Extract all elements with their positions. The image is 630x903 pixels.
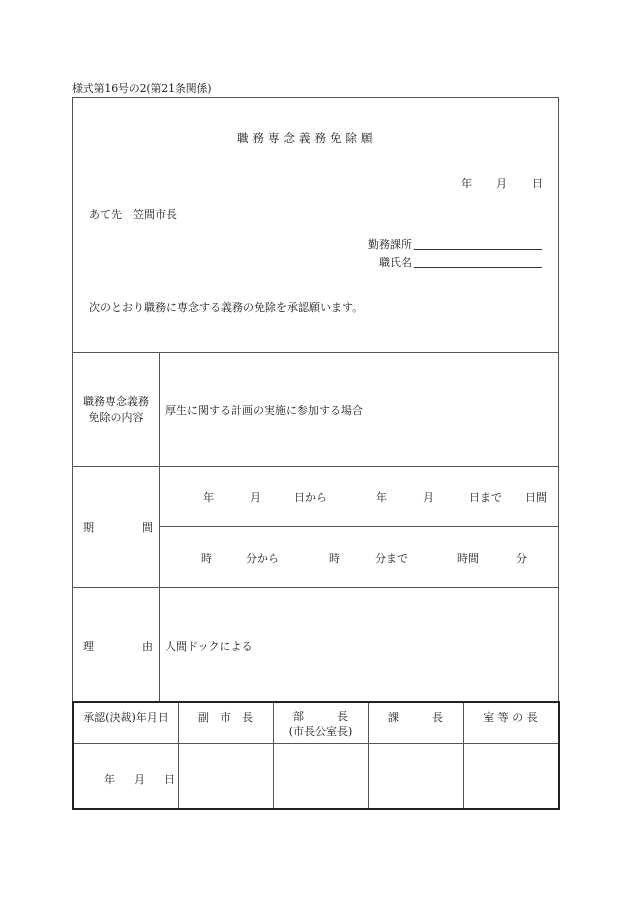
approval-month-label: 月: [134, 773, 145, 786]
period-label-b: 間: [142, 521, 153, 534]
period-end-day: 日まで: [469, 491, 502, 504]
approval-year-label: 年: [104, 773, 115, 786]
approval-date-header: 承認(決裁)年月日: [83, 711, 169, 724]
period-label-a: 期: [83, 521, 94, 534]
period-end-minute: 分まで: [375, 552, 408, 565]
period-start-year: 年: [203, 491, 214, 504]
divider: [73, 587, 558, 588]
office-head-stamp-cell[interactable]: [465, 745, 556, 809]
application-form: [72, 97, 559, 702]
section-chief-stamp-cell[interactable]: [370, 745, 461, 809]
divider: [73, 352, 558, 353]
director-header-line1: 部 長: [293, 710, 348, 723]
date-day-label: 日: [532, 177, 543, 190]
approval-day-label: 日: [164, 773, 175, 786]
vice-mayor-header: 副 市 長: [198, 711, 253, 724]
period-end-year: 年: [376, 491, 387, 504]
content-label-line2: 免除の内容: [88, 411, 144, 424]
divider: [73, 466, 558, 467]
reason-label-a: 理: [83, 640, 94, 653]
divider: [159, 352, 160, 702]
workplace-label: 勤務課所: [368, 238, 412, 251]
period-end-hour: 時: [329, 552, 340, 565]
name-field-line[interactable]: [414, 267, 542, 268]
period-start-minute: 分から: [246, 552, 279, 565]
director-header-line2: (市長公室長): [288, 725, 353, 738]
period-start-month: 月: [250, 491, 261, 504]
period-start-day: 日から: [294, 491, 327, 504]
period-start-hour: 時: [201, 552, 212, 565]
date-year-label: 年: [461, 177, 472, 190]
reason-label-b: 由: [142, 640, 153, 653]
content-label: [73, 394, 159, 426]
vice-mayor-stamp-cell[interactable]: [180, 745, 271, 809]
addressee: あて先 笠間市長: [89, 208, 177, 221]
content-label-line1: 職務専念義務: [83, 395, 149, 408]
director-header: [273, 709, 368, 739]
period-days: 日間: [525, 491, 547, 504]
director-stamp-cell[interactable]: [275, 745, 366, 809]
period-minutes: 分: [516, 552, 527, 565]
period-hours: 時間: [457, 552, 479, 565]
form-number: 様式第16号の2(第21条関係): [72, 82, 212, 95]
divider: [74, 743, 558, 744]
workplace-field-line[interactable]: [414, 249, 542, 250]
period-end-month: 月: [423, 491, 434, 504]
reason-value: 人間ドックによる: [165, 640, 253, 653]
request-statement: 次のとおり職務に専念する義務の免除を承認願います。: [89, 301, 364, 314]
section-chief-header: 課 長: [388, 711, 443, 724]
divider: [159, 526, 558, 527]
form-title: 職務専念義務免除願: [237, 131, 377, 145]
date-month-label: 月: [496, 177, 507, 190]
content-value: 厚生に関する計画の実施に参加する場合: [165, 404, 363, 417]
name-label: 職氏名: [379, 256, 412, 269]
approval-table: [72, 701, 560, 810]
office-head-header: 室 等 の 長: [483, 711, 538, 724]
